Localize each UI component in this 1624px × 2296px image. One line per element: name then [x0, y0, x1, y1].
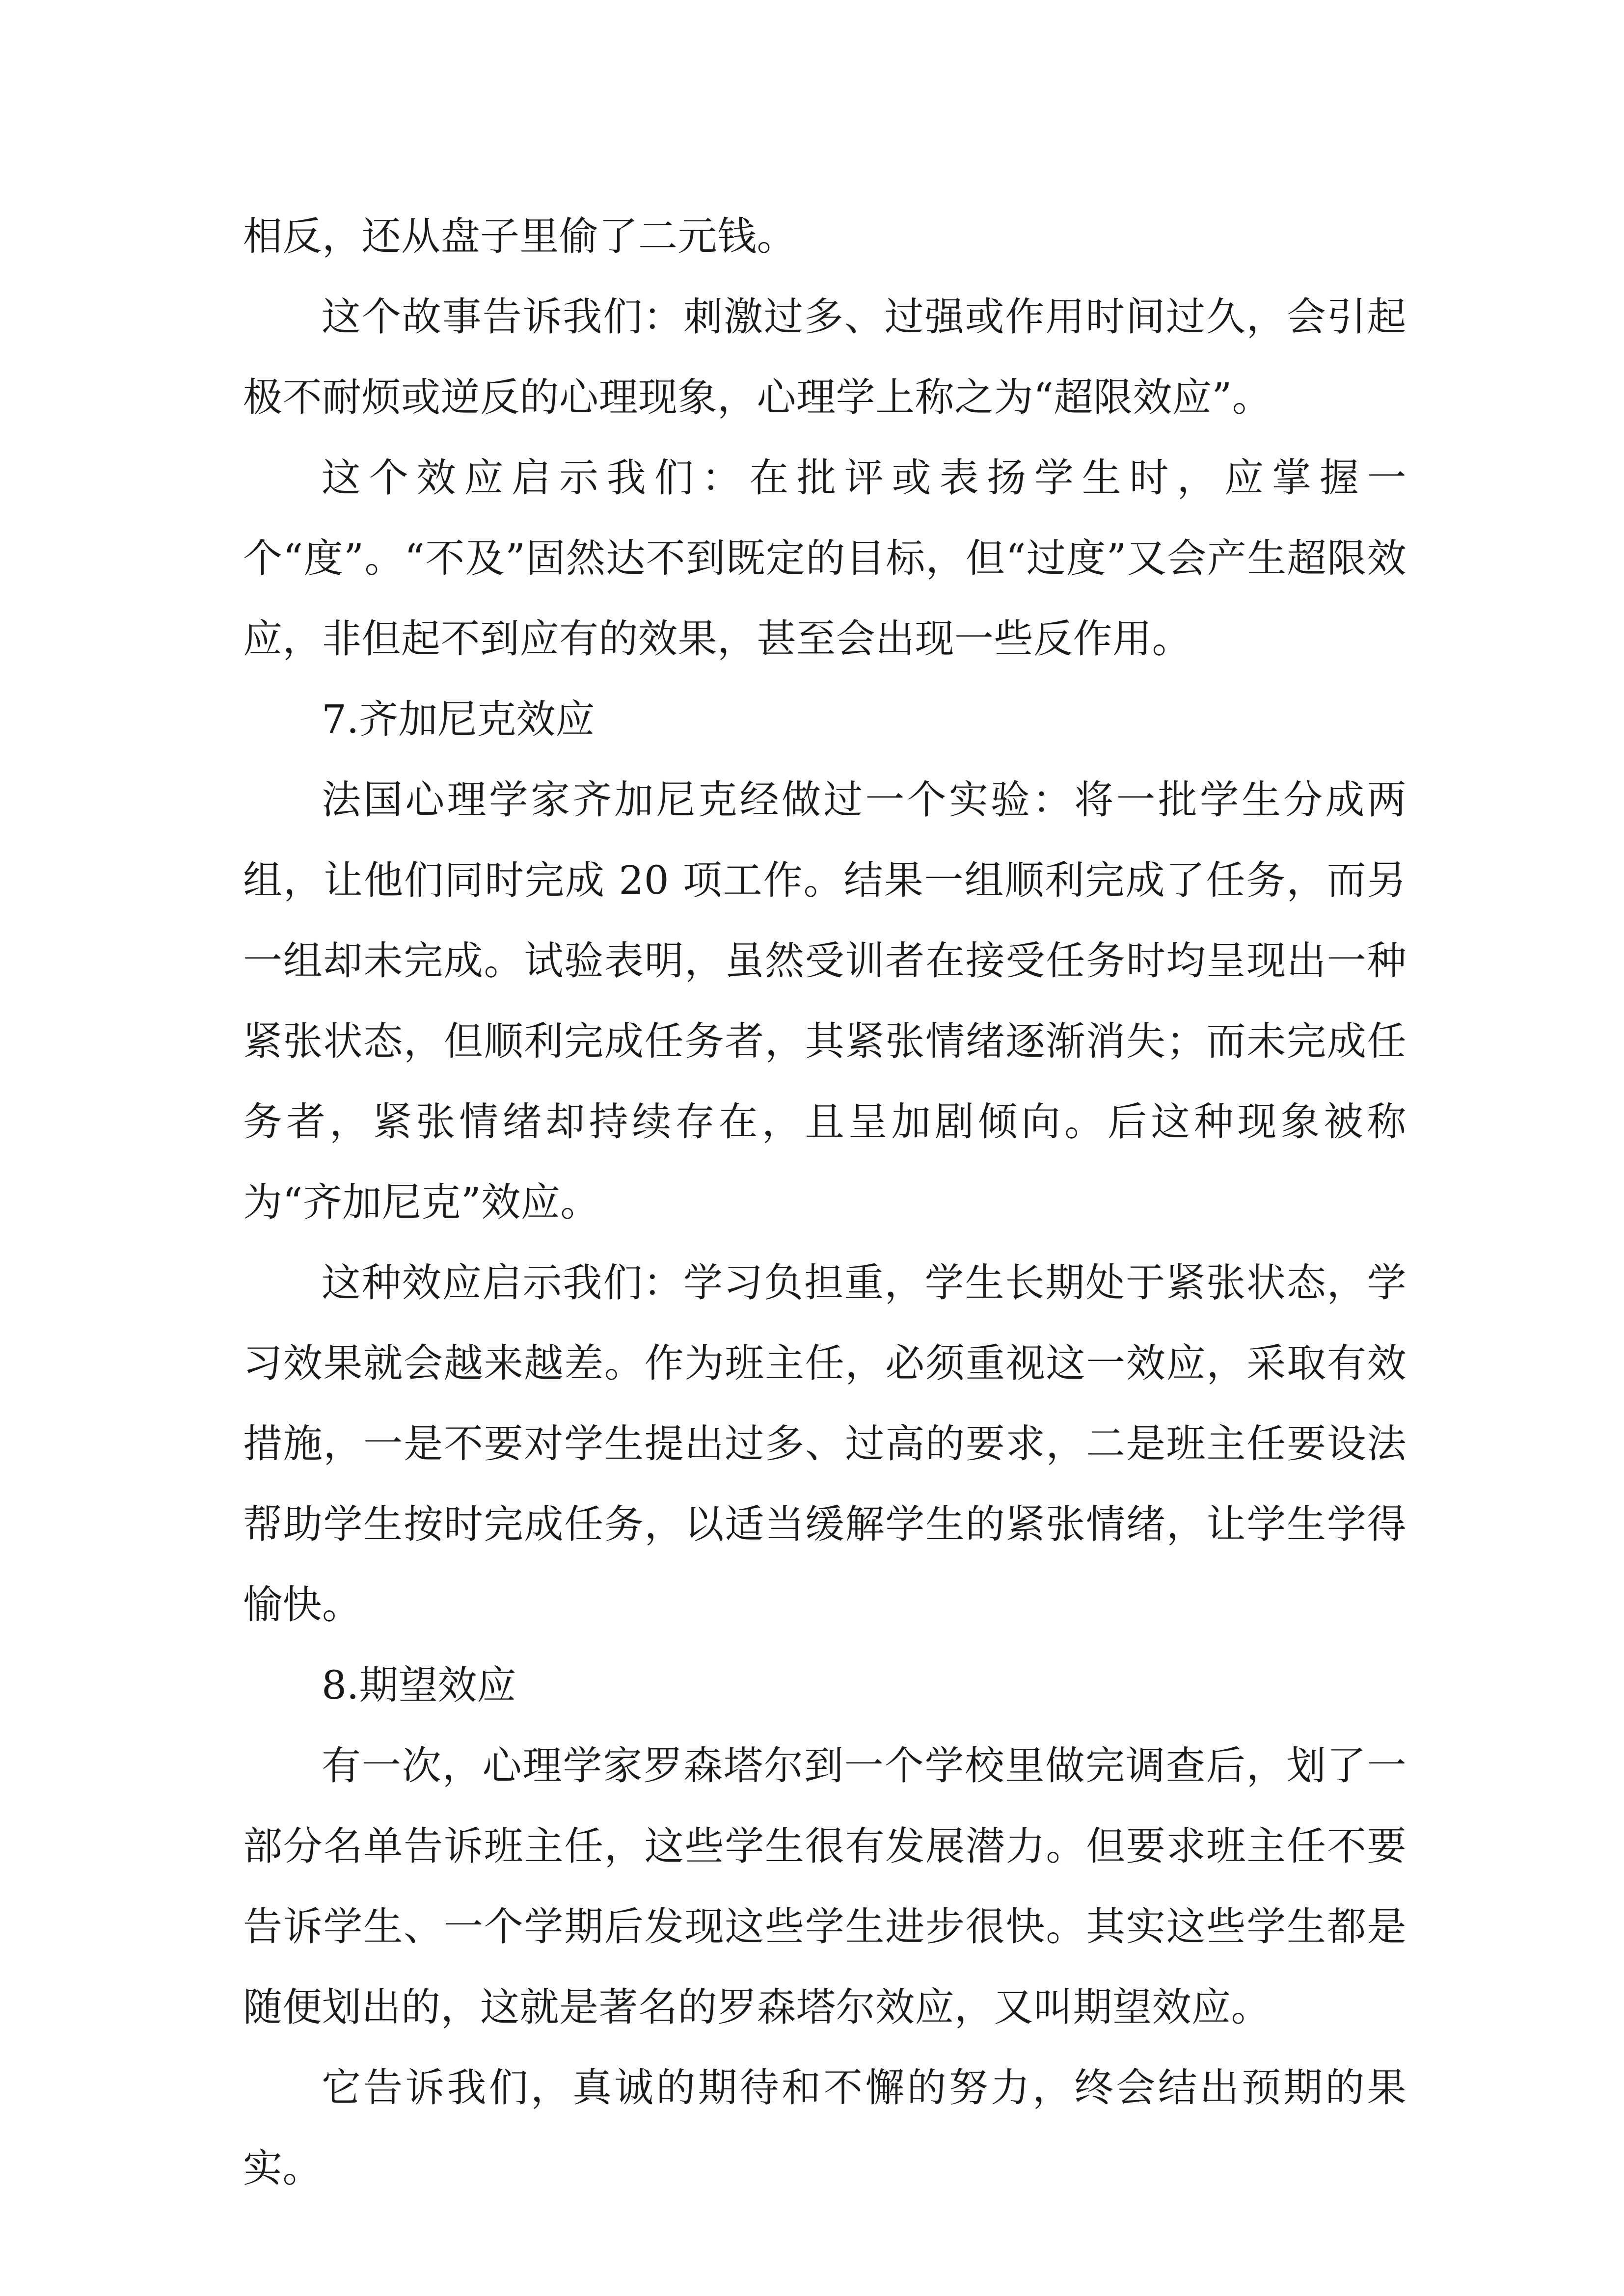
paragraph-zeigarnik-lesson: 这种效应启示我们：学习负担重，学生长期处于紧张状态，学习效果就会越来越差。作为班主任，必须重视这一效应，采取有效措施，一是不要对学生提出过多、过高的要求，二是班主任要设法帮助学生按时完成任务，以适当缓解学生的紧张情绪，让学生学得愉快。	[243, 1260, 1407, 1628]
paragraph-zeigarnik-experiment: 法国心理学家齐加尼克经做过一个实验：将一批学生分成两组，让他们同时完成 20 项工作。结果一组顺利完成了任务，而另一组却未完成。试验表明，虽然受训者在接受任务时均呈现出一种紧张状态，但顺利完成任务者，其紧张情绪逐渐消失；而未完成任务者，紧张情绪却持续存在，且呈加剧倾向。后这种现象被称为“齐加尼克”效应。	[243, 777, 1407, 1225]
paragraph-continuation: 相反，还从盘子里偷了二元钱。	[243, 214, 796, 259]
paragraph-overload-story: 这个故事告诉我们：刺激过多、过强或作用时间过久，会引起极不耐烦或逆反的心理现象，心理学上称之为“超限效应”。	[243, 294, 1407, 420]
paragraph-rosenthal-story: 有一次，心理学家罗森塔尔到一个学校里做完调查后，划了一部分名单告诉班主任，这些学生很有发展潜力。但要求班主任不要告诉学生、一个学期后发现这些学生进步很快。其实这些学生都是随便划出的，这就是著名的罗森塔尔效应，又叫期望效应。	[243, 1743, 1407, 2030]
paragraph-expectation-lesson: 它告诉我们，真诚的期待和不懈的努力，终会结出预期的果实。	[243, 2065, 1407, 2191]
paragraph-overload-lesson: 这个效应启示我们：在批评或表扬学生时，应掌握一个“度”。“不及”固然达不到既定的目标，但“过度”又会产生超限效应，非但起不到应有的效果，甚至会出现一些反作用。	[243, 455, 1407, 662]
section-heading-expectation: 8.期望效应	[322, 1662, 516, 1708]
document-body	[243, 196, 1407, 2209]
section-heading-zeigarnik: 7.齐加尼克效应	[322, 696, 595, 742]
